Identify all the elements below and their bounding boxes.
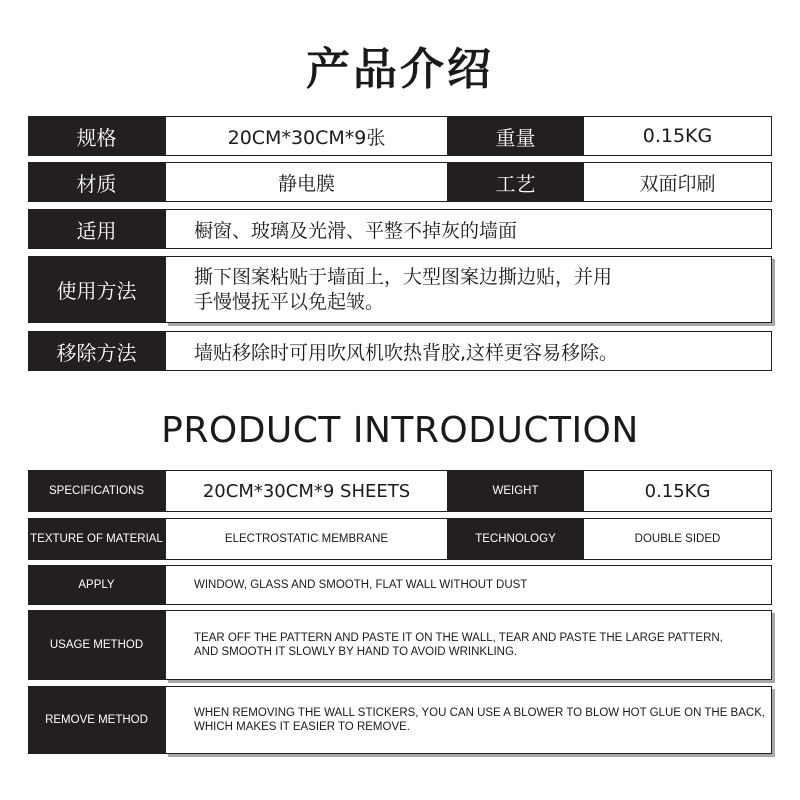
weight-value-en: 0.15KG (583, 470, 772, 512)
tech-value-en: DOUBLE SIDED (583, 518, 772, 560)
material-label-cn: 材质 (28, 162, 165, 202)
weight-label-en: WEIGHT (448, 470, 583, 512)
page-title-en: PRODUCT INTRODUCTION (161, 410, 639, 451)
tech-label-cn: 工艺 (448, 162, 583, 202)
material-value-cn: 静电膜 (165, 162, 448, 202)
apply-value-en: WINDOW, GLASS AND SMOOTH, FLAT WALL WITHOUT DUST (165, 565, 772, 605)
weight-label-cn: 重量 (448, 116, 583, 156)
usage-label-en: USAGE METHOD (28, 610, 165, 680)
usage-row-en (28, 610, 772, 680)
spec-value-en: 20CM*30CM*9 SHEETS (165, 470, 448, 512)
apply-label-en: APPLY (28, 565, 165, 605)
spec-row-en (28, 470, 772, 512)
usage-value-en: TEAR OFF THE PATTERN AND PASTE IT ON THE WALL, TEAR AND PASTE THE LARGE PATTERN, AND SMOOTH IT SLOWLY BY HAND TO AVOID WRINKLING. (165, 610, 772, 680)
remove-row-cn (28, 331, 772, 371)
remove-row-en (28, 686, 772, 754)
remove-label-cn: 移除方法 (28, 331, 165, 371)
spec-label-en: SPECIFICATIONS (28, 470, 165, 512)
tech-label-en: TECHNOLOGY (448, 518, 583, 560)
weight-value-cn: 0.15KG (583, 116, 772, 156)
remove-value-en: WHEN REMOVING THE WALL STICKERS, YOU CAN USE A BLOWER TO BLOW HOT GLUE ON THE BACK, WHICH MAKES IT EASIER TO REMOVE. (165, 686, 772, 754)
page-title-cn: 产品介绍 (306, 44, 494, 95)
apply-value-cn: 橱窗、玻璃及光滑、平整不掉灰的墙面 (165, 209, 772, 249)
remove-label-en: REMOVE METHOD (28, 686, 165, 754)
material-value-en: ELECTROSTATIC MEMBRANE (165, 518, 448, 560)
spec-label-cn: 规格 (28, 116, 165, 156)
usage-label-cn: 使用方法 (28, 256, 165, 323)
usage-value-cn: 撕下图案粘贴于墙面上，大型图案边撕边贴，并用 手慢慢抚平以免起皱。 (165, 256, 772, 323)
spec-value-cn: 20CM*30CM*9张 (165, 116, 448, 156)
apply-label-cn: 适用 (28, 209, 165, 249)
apply-row-en (28, 565, 772, 605)
usage-row-cn (28, 256, 772, 323)
tech-value-cn: 双面印刷 (583, 162, 772, 202)
material-row-en (28, 518, 772, 560)
remove-value-cn: 墙贴移除时可用吹风机吹热背胶,这样更容易移除。 (165, 331, 772, 371)
material-row-cn (28, 162, 772, 202)
material-label-en: TEXTURE OF MATERIAL (28, 518, 165, 560)
apply-row-cn (28, 209, 772, 249)
spec-row-cn (28, 116, 772, 156)
